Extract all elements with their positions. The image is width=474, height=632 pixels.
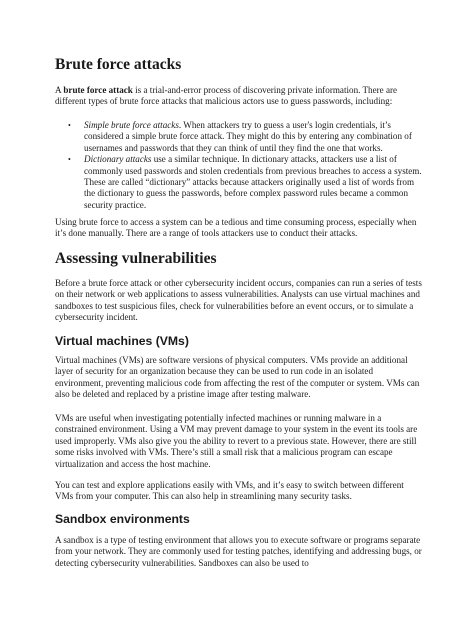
bullet-text: . When attackers try to guess a user's login credentials, it’s considered a simple brute force attack. They might do this by entering any combination of usernames and passwords that they can think of until they find the one that works. — [84, 120, 412, 153]
heading-brute-force: Brute force attacks — [55, 56, 182, 73]
bullet-marker: • — [68, 121, 71, 130]
paragraph-tedious: Using brute force to access a system can be a tedious and time consuming process, especially when it’s done manually. There are a range of tools attackers use to conduct their attacks. — [55, 217, 417, 239]
bullet-term: Simple brute force attacks — [84, 120, 179, 130]
paragraph-intro — [55, 85, 423, 108]
intro-bold-term: brute force attack — [63, 85, 133, 95]
bullet-term: Dictionary attacks — [84, 154, 152, 165]
bullet-text: use a similar technique. In dictionary attacks, attackers use a list of commonly used passwords and stolen credentials from previous breaches to access a system. These are called “dictionary” attacks because attackers originally used a list of words from the dictionary to guess the passwords, before complex password rules became a common security practice. — [84, 154, 422, 210]
heading-virtual-machines: Virtual machines (VMs) — [55, 334, 189, 348]
paragraph-vm-2: VMs are useful when investigating potentially infected machines or running malware in a constrained environment. Using a VM may prevent damage to your system in the event its tools are used improperly. VMs also give you the ability to revert to a previous state. However, there are still some risks involved with VMs. There’s still a small risk that a malicious program can escape virtualization and access the host machine. — [55, 413, 418, 469]
paragraph-sandbox: A sandbox is a type of testing environment that allows you to execute software or programs separate from your network. They are commonly used for testing patches, identifying and addressing bugs, or detecting cybersecurity vulnerabilities. Sandboxes can also be used to — [55, 535, 422, 568]
intro-rest: is a trial-and-error process of discovering private information. There are different types of brute force attacks that malicious actors use to guess passwords, including: — [55, 85, 398, 107]
bullet-list — [55, 120, 423, 211]
intro-prefix: A — [55, 85, 64, 95]
heading-sandbox: Sandbox environments — [55, 512, 190, 526]
paragraph-assessing: Before a brute force attack or other cybersecurity incident occurs, companies can run a series of tests on their network or web applications to assess vulnerabilities. Analysts can use virtual machines and sandboxes to test suspicious files, check for vulnerabilities before an event occurs, or to simulate a cybersecurity incident. — [55, 278, 422, 323]
paragraph-vm-1: Virtual machines (VMs) are software versions of physical computers. VMs provide an additional layer of security for an organization because they can be used to run code in an isolated environment, preventing malicious code from affecting the rest of the computer or system. VMs can also be deleted and replaced by a pristine image after testing malware. — [55, 355, 420, 400]
heading-assessing-vulnerabilities: Assessing vulnerabilities — [55, 250, 217, 267]
paragraph-vm-3: You can test and explore applications easily with VMs, and it’s easy to switch between different VMs from your computer. This can also help in streamlining many security tasks. — [55, 480, 404, 502]
list-item — [55, 154, 423, 211]
bullet-marker: • — [68, 155, 71, 165]
list-item — [55, 120, 423, 154]
